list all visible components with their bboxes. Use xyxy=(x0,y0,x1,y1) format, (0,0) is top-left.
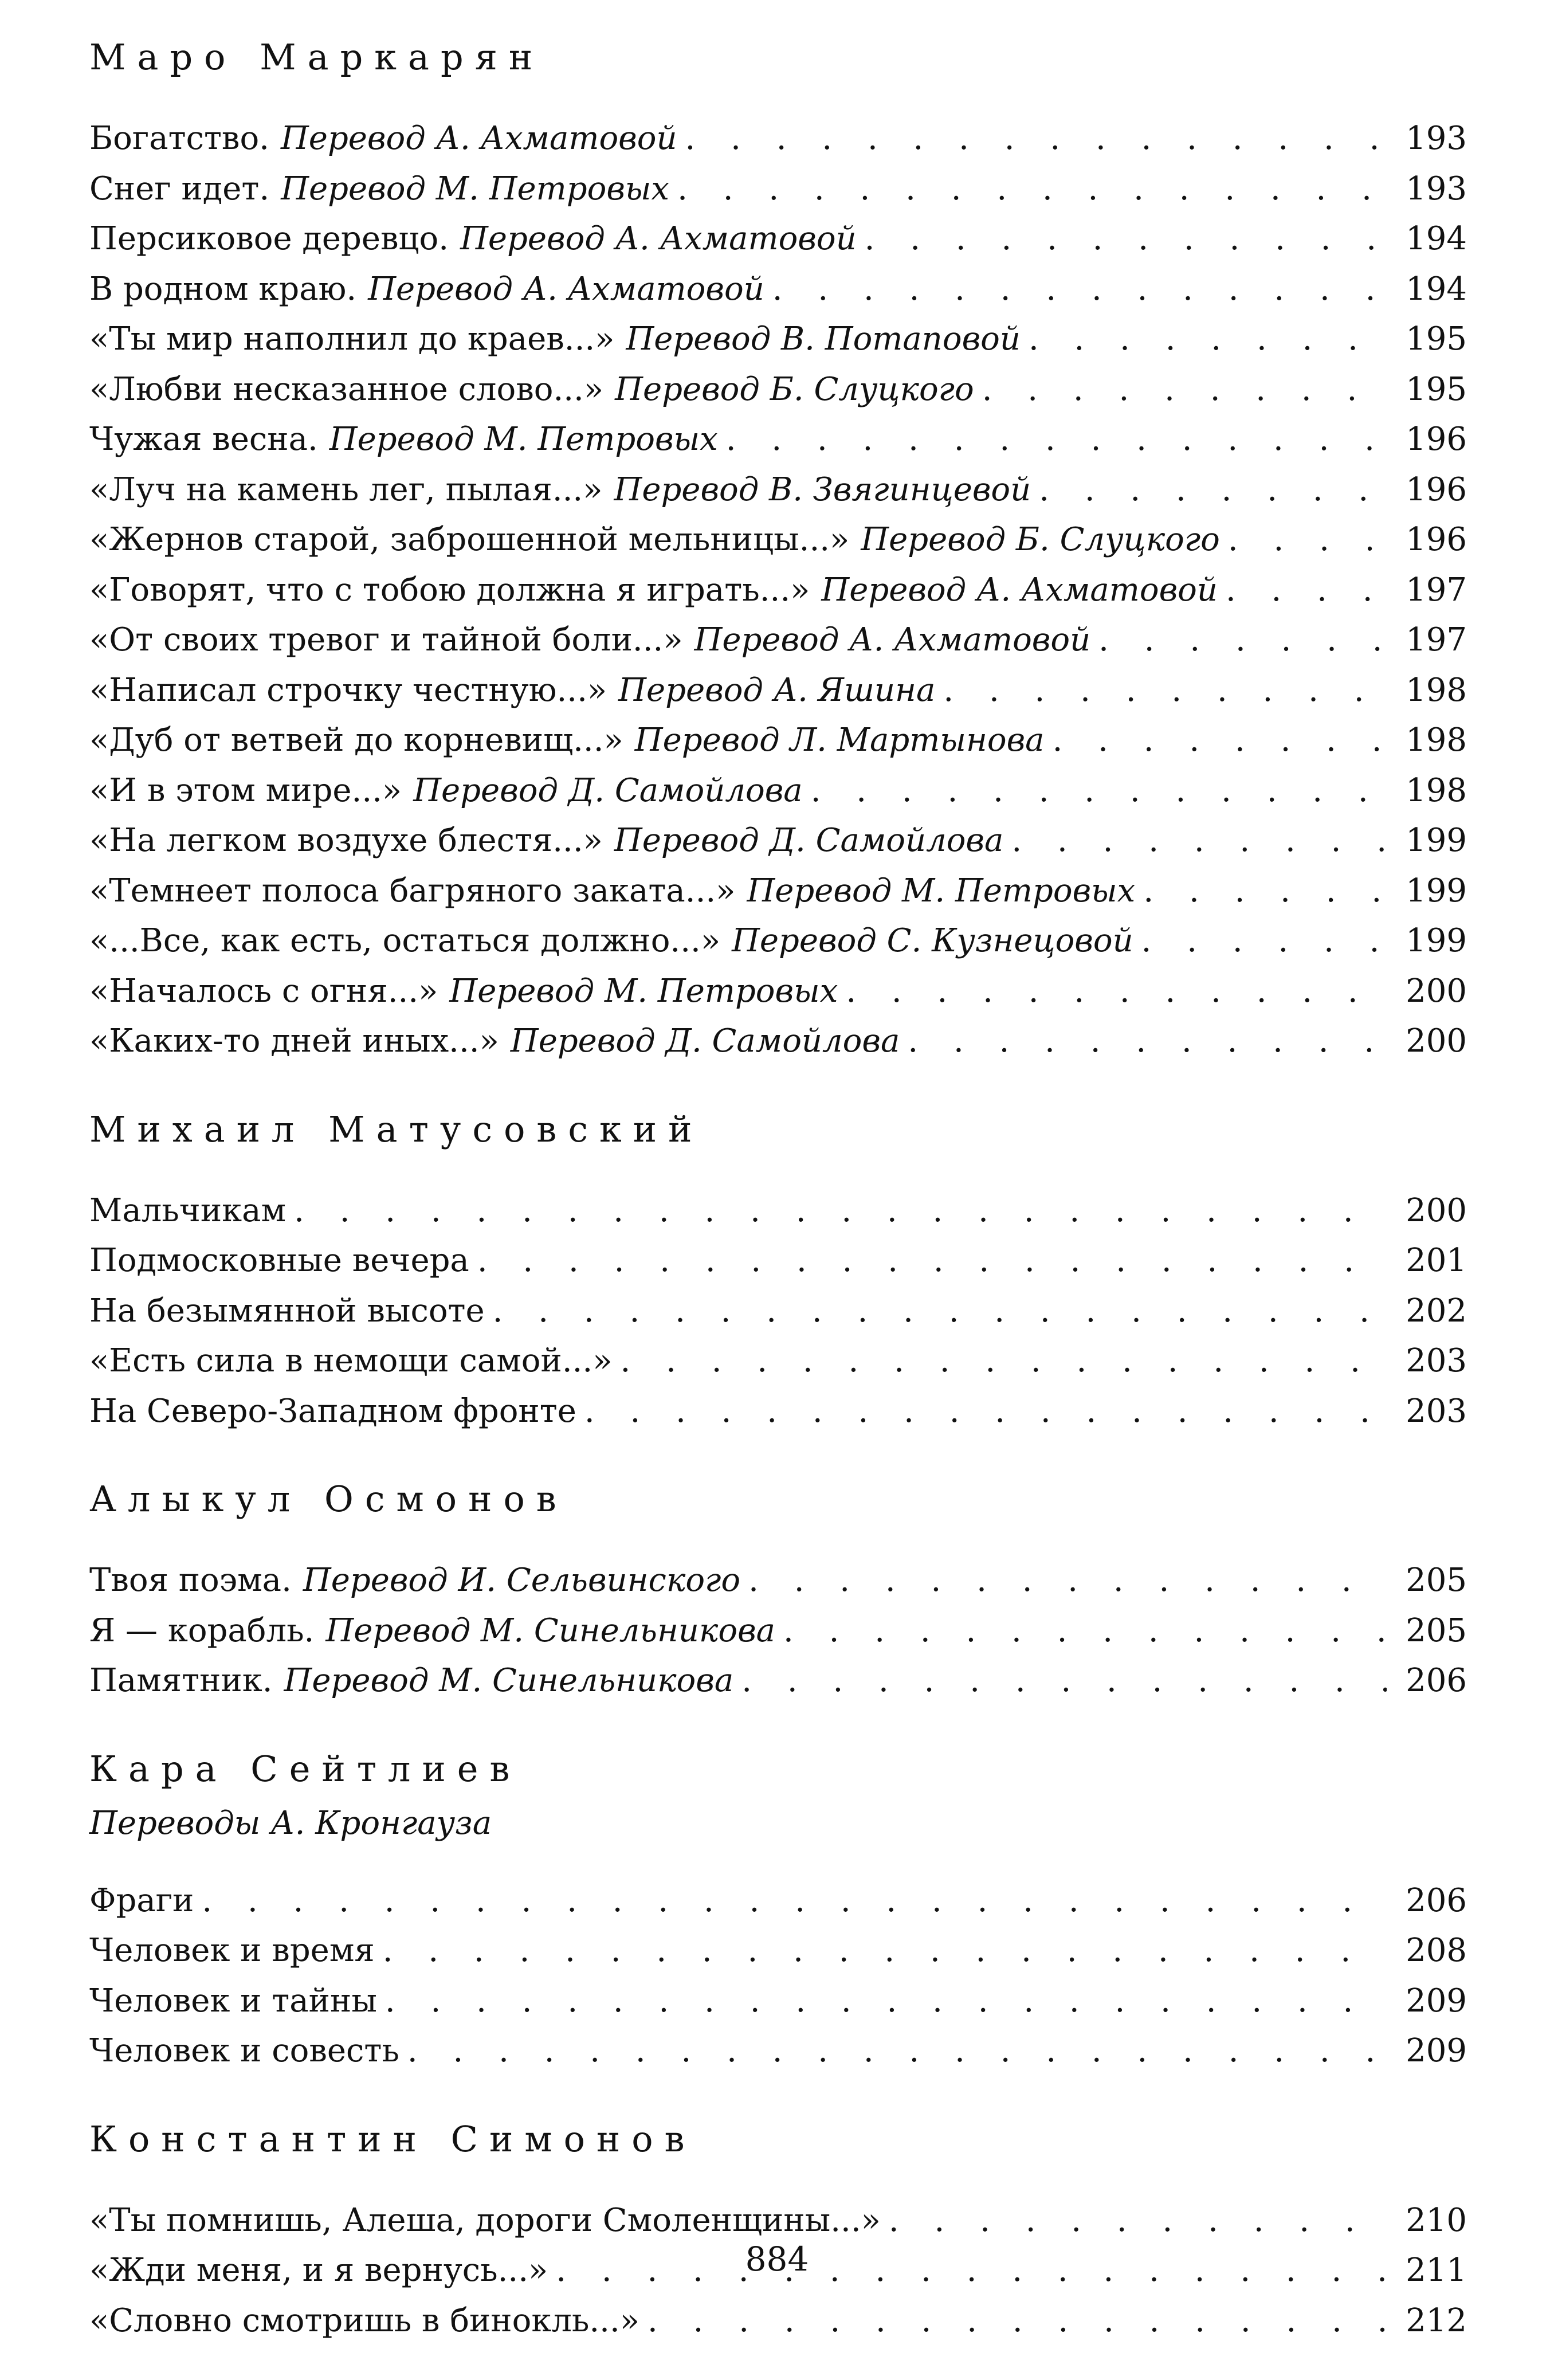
entry-page-number: 200 xyxy=(1406,1191,1467,1229)
entry-translator: Перевод Б. Слуцкого xyxy=(861,521,1220,558)
dot-leader xyxy=(889,2195,1387,2246)
entry-title: «...Все, как есть, остаться должно...» xyxy=(89,922,721,959)
entry-page-number: 198 xyxy=(1406,722,1467,759)
entry-page-number: 210 xyxy=(1406,2201,1467,2239)
toc-entry xyxy=(89,966,1467,1017)
entry-title: Человек и время xyxy=(89,1932,375,1969)
dot-leader xyxy=(1228,515,1387,565)
entry-page-number: 205 xyxy=(1406,1562,1467,1599)
entry-title: Памятник. xyxy=(89,1662,273,1699)
entry-translator: Перевод М. Петровых xyxy=(281,170,670,207)
entry-title: Человек и совесть xyxy=(89,2032,399,2069)
entry-page-number: 193 xyxy=(1406,170,1467,207)
toc-entry xyxy=(89,866,1467,916)
dot-leader xyxy=(772,264,1387,315)
toc-entry xyxy=(89,1236,1467,1286)
toc-entry xyxy=(89,1926,1467,1976)
entry-page-number: 194 xyxy=(1406,270,1467,308)
dot-leader xyxy=(1098,615,1387,665)
dot-leader xyxy=(677,164,1387,214)
dot-leader xyxy=(811,766,1387,816)
entry-page-number: 209 xyxy=(1406,1982,1467,2020)
page-number: 884 xyxy=(745,2240,809,2279)
dot-leader xyxy=(647,2296,1387,2346)
dot-leader xyxy=(748,1555,1387,1606)
entry-page-number: 200 xyxy=(1406,1022,1467,1060)
author-heading: Михаил Матусовский xyxy=(89,1108,704,1150)
author-heading: Кара Сейтлиев xyxy=(89,1747,521,1790)
entry-translator: Перевод М. Петровых xyxy=(449,972,838,1010)
entry-page-number: 193 xyxy=(1406,120,1467,157)
entry-page-number: 199 xyxy=(1406,822,1467,859)
entry-title: «От своих тревог и тайной боли...» xyxy=(89,621,683,658)
toc-entry xyxy=(89,1016,1467,1067)
dot-leader xyxy=(846,966,1387,1017)
toc-entry xyxy=(89,1186,1467,1236)
entry-page-number: 199 xyxy=(1406,922,1467,959)
entry-page-number: 205 xyxy=(1406,1612,1467,1649)
entry-title: «Жди меня, и я вернусь...» xyxy=(89,2252,548,2289)
entry-title: «Началось с огня...» xyxy=(89,972,438,1010)
dot-leader xyxy=(1053,715,1387,766)
toc-entry xyxy=(89,314,1467,364)
entry-page-number: 206 xyxy=(1406,1881,1467,1919)
entry-translator: Перевод А. Ахматовой xyxy=(821,571,1218,609)
entry-page-number: 208 xyxy=(1406,1932,1467,1969)
entry-title: В родном краю. xyxy=(89,270,357,308)
entry-translator: Перевод И. Сельвинского xyxy=(303,1562,741,1599)
toc-entry xyxy=(89,465,1467,515)
entry-translator: Перевод В. Потаповой xyxy=(626,320,1021,358)
entry-title: «Ты помнишь, Алеша, дороги Смоленщины...» xyxy=(89,2201,881,2239)
dot-leader xyxy=(685,113,1387,164)
entry-title: «Жернов старой, заброшенной мельницы...» xyxy=(89,521,850,558)
dot-leader xyxy=(584,1386,1387,1437)
toc-entry xyxy=(89,1336,1467,1386)
entry-translator: Перевод Л. Мартынова xyxy=(634,722,1045,759)
dot-leader xyxy=(783,1606,1387,1656)
entry-translator: Перевод В. Звягинцевой xyxy=(614,470,1031,508)
table-of-contents xyxy=(89,29,1467,2380)
entry-title: Персиковое деревцо. xyxy=(89,220,449,257)
entry-page-number: 198 xyxy=(1406,671,1467,709)
toc-section xyxy=(89,1740,1467,2076)
entry-title: Мальчикам xyxy=(89,1191,287,1229)
toc-entry xyxy=(89,1386,1467,1437)
toc-entry xyxy=(89,1606,1467,1656)
entry-title: Человек и тайны xyxy=(89,1982,377,2020)
dot-leader xyxy=(493,1286,1387,1336)
toc-entry xyxy=(89,164,1467,214)
entry-title: «Луч на камень лег, пылая...» xyxy=(89,470,603,508)
entry-translator: Перевод А. Ахматовой xyxy=(460,220,857,257)
toc-entry xyxy=(89,2026,1467,2076)
entry-title: На безымянной высоте xyxy=(89,1292,485,1330)
entry-translator: Перевод А. Ахматовой xyxy=(368,270,764,308)
entry-title: «Дуб от ветвей до корневищ...» xyxy=(89,722,623,759)
entry-title: Богатство. xyxy=(89,120,269,157)
entry-title: Снег идет. xyxy=(89,170,270,207)
toc-entry xyxy=(89,615,1467,665)
dot-leader xyxy=(202,1876,1387,1926)
dot-leader xyxy=(908,1016,1387,1067)
entry-title: Чужая весна. xyxy=(89,421,318,458)
entry-title: «Темнеет полоса багряного заката...» xyxy=(89,872,736,909)
entry-page-number: 198 xyxy=(1406,771,1467,809)
dot-leader xyxy=(982,364,1387,415)
toc-entry xyxy=(89,113,1467,164)
dot-leader xyxy=(1039,465,1387,515)
dot-leader xyxy=(1011,815,1387,866)
entry-page-number: 203 xyxy=(1406,1342,1467,1379)
dot-leader xyxy=(726,414,1387,465)
dot-leader xyxy=(741,1656,1387,1706)
dot-leader xyxy=(865,214,1387,264)
entry-title: «Написал строчку честную...» xyxy=(89,671,607,709)
entry-title: «И в этом мире...» xyxy=(89,771,402,809)
entry-page-number: 212 xyxy=(1406,2301,1467,2339)
dot-leader xyxy=(383,1926,1387,1976)
entry-page-number: 196 xyxy=(1406,421,1467,458)
entry-title: «Ты мир наполнил до краев...» xyxy=(89,320,615,358)
entry-title: Фраги xyxy=(89,1881,194,1919)
dot-leader xyxy=(477,1236,1387,1286)
toc-section xyxy=(89,29,1467,1067)
entry-translator: Перевод С. Кузнецовой xyxy=(732,922,1133,959)
entry-title: Я — корабль. xyxy=(89,1612,315,1649)
entry-translator: Перевод М. Синельникова xyxy=(284,1662,734,1699)
entry-title: «Любви несказанное слово...» xyxy=(89,370,604,408)
entry-translator: Перевод А. Ахматовой xyxy=(694,621,1091,658)
entry-page-number: 196 xyxy=(1406,521,1467,558)
dot-leader xyxy=(943,665,1387,716)
toc-section xyxy=(89,2111,1467,2346)
entry-page-number: 211 xyxy=(1406,2252,1467,2289)
entry-translator: Перевод М. Синельникова xyxy=(325,1612,776,1649)
entry-title: «Каких-то дней иных...» xyxy=(89,1022,499,1060)
toc-entry xyxy=(89,1976,1467,2026)
entry-translator: Перевод Д. Самойлова xyxy=(413,771,803,809)
toc-entry xyxy=(89,1286,1467,1336)
author-heading: Маро Маркарян xyxy=(89,36,544,78)
entry-page-number: 195 xyxy=(1406,370,1467,408)
entry-translator: Перевод Б. Слуцкого xyxy=(615,370,974,408)
entry-page-number: 196 xyxy=(1406,470,1467,508)
dot-leader xyxy=(1226,565,1387,615)
toc-entry xyxy=(89,414,1467,465)
entry-translator: Перевод Д. Самойлова xyxy=(510,1022,900,1060)
entry-title: На Северо-Западном фронте xyxy=(89,1392,576,1430)
section-subtitle: Переводы А. Кронгауза xyxy=(89,1804,492,1842)
toc-entry xyxy=(89,264,1467,315)
entry-translator: Перевод М. Петровых xyxy=(747,872,1136,909)
entry-title: Подмосковные вечера xyxy=(89,1242,469,1279)
dot-leader xyxy=(1143,866,1387,916)
entry-translator: Перевод Д. Самойлова xyxy=(614,822,1004,859)
toc-entry xyxy=(89,1876,1467,1926)
entry-title: «Есть сила в немощи самой...» xyxy=(89,1342,613,1379)
entry-title: «Словно смотришь в бинокль...» xyxy=(89,2301,640,2339)
entry-page-number: 197 xyxy=(1406,571,1467,609)
toc-entry xyxy=(89,665,1467,716)
dot-leader xyxy=(1141,916,1387,966)
entry-page-number: 209 xyxy=(1406,2032,1467,2069)
toc-entry xyxy=(89,565,1467,615)
toc-entry xyxy=(89,2296,1467,2346)
author-heading: Константин Симонов xyxy=(89,2118,696,2160)
entry-translator: Перевод М. Петровых xyxy=(329,421,718,458)
entry-title: «Говорят, что с тобою должна я играть...» xyxy=(89,571,810,609)
entry-page-number: 202 xyxy=(1406,1292,1467,1330)
entry-title: Твоя поэма. xyxy=(89,1562,292,1599)
dot-leader xyxy=(385,1976,1387,2026)
toc-entry xyxy=(89,766,1467,816)
toc-entry xyxy=(89,916,1467,966)
entry-page-number: 203 xyxy=(1406,1392,1467,1430)
author-heading: Алыкул Осмонов xyxy=(89,1478,568,1520)
toc-entry xyxy=(89,715,1467,766)
toc-entry xyxy=(89,815,1467,866)
entry-page-number: 197 xyxy=(1406,621,1467,658)
entry-page-number: 206 xyxy=(1406,1662,1467,1699)
entry-page-number: 195 xyxy=(1406,320,1467,358)
entry-page-number: 200 xyxy=(1406,972,1467,1010)
entry-page-number: 199 xyxy=(1406,872,1467,909)
entry-translator: Перевод А. Ахматовой xyxy=(280,120,677,157)
dot-leader xyxy=(621,1336,1387,1386)
toc-entry xyxy=(89,214,1467,264)
entry-translator: Перевод А. Яшина xyxy=(618,671,936,709)
toc-entry xyxy=(89,364,1467,415)
entry-title: «На легком воздухе блестя...» xyxy=(89,822,603,859)
toc-section xyxy=(89,1471,1467,1706)
toc-entry xyxy=(89,515,1467,565)
toc-entry xyxy=(89,2195,1467,2246)
dot-leader xyxy=(294,1186,1387,1236)
toc-entry xyxy=(89,1656,1467,1706)
toc-entry xyxy=(89,1555,1467,1606)
dot-leader xyxy=(407,2026,1387,2076)
entry-page-number: 201 xyxy=(1406,1242,1467,1279)
entry-page-number: 194 xyxy=(1406,220,1467,257)
toc-section xyxy=(89,1101,1467,1437)
dot-leader xyxy=(1029,314,1387,364)
